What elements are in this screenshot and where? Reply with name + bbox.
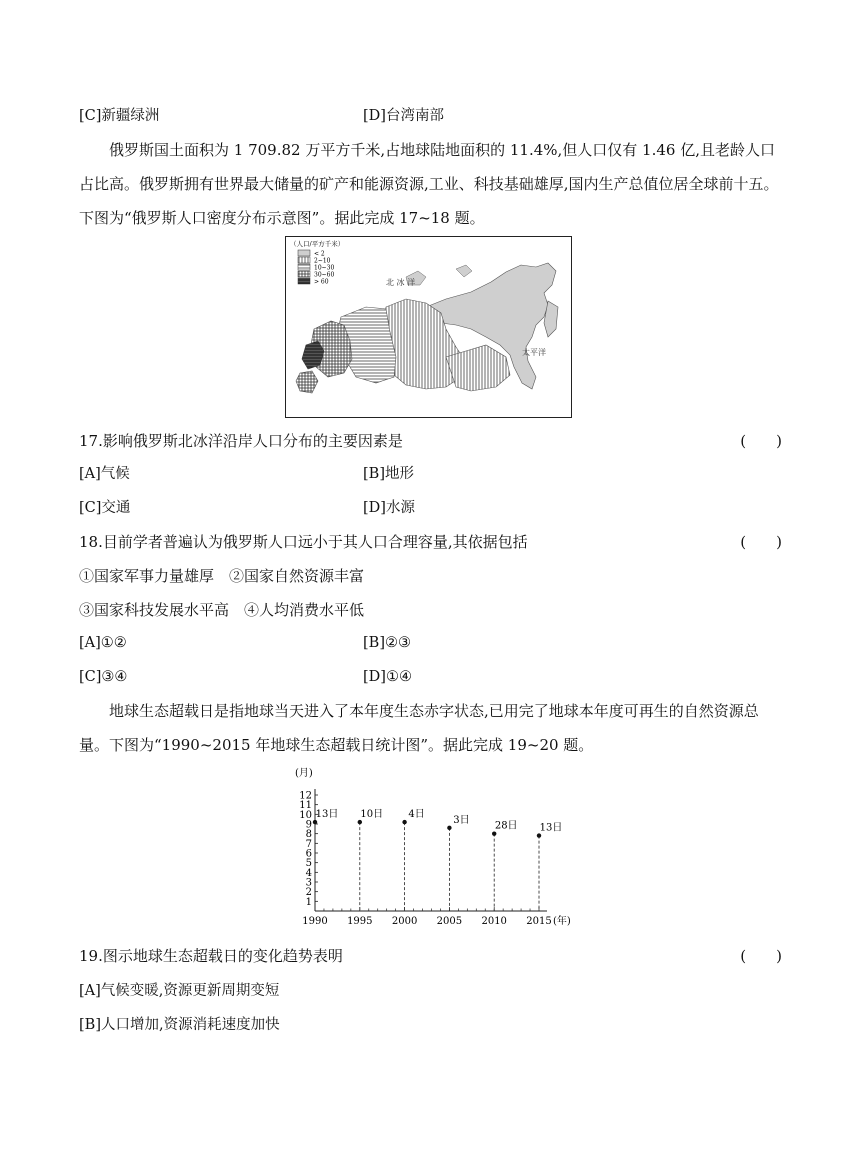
region-caucasus	[296, 371, 318, 393]
x-tick-label: 2000	[391, 916, 418, 927]
chart-svg	[283, 763, 583, 933]
data-point	[402, 820, 406, 824]
y-tick-label: 12	[299, 790, 312, 802]
q17-answer-paren: ( )	[740, 432, 782, 450]
q18-stem: 18.目前学者普遍认为俄罗斯人口远小于其人口合理容量,其依据包括	[79, 533, 528, 551]
y-tick-label: 11	[299, 800, 312, 812]
y-tick-label: 3	[305, 877, 312, 889]
data-label: 10日	[360, 809, 384, 821]
y-tick-label: 4	[305, 867, 312, 879]
y-axis-label: (月)	[295, 768, 313, 779]
data-label: 3日	[453, 814, 470, 826]
data-point	[313, 820, 317, 824]
arctic-ocean-label: 北 冰 洋	[386, 278, 416, 287]
passage-russia: 俄罗斯国土面积为 1 709.82 万平方千米,占地球陆地面积的 11.4%,但人口仅有 1.46 亿,且老龄人口占比高。俄罗斯拥有世界最大储量的矿产和能源资源,工业、科技基础雄厚,国内生产总值位居全球前十五。下图为“俄罗斯人口密度分布示意图”。据此完成 17~18 题。	[79, 141, 779, 227]
pacific-ocean-label: 太平洋	[522, 348, 546, 357]
data-point	[358, 820, 362, 824]
q17-option-b: [B]地形	[363, 466, 414, 482]
y-tick-label: 5	[305, 858, 312, 870]
legend-swatch	[298, 250, 310, 256]
q17-option-d: [D]水源	[363, 500, 415, 516]
q17-stem: 17.影响俄罗斯北冰洋沿岸人口分布的主要因素是	[79, 432, 403, 450]
data-label: 13日	[315, 809, 339, 821]
q19-answer-paren: ( )	[740, 947, 782, 965]
y-tick-label: 10	[299, 809, 312, 821]
y-tick-label: 8	[305, 829, 312, 841]
q18-option-b: [B]②③	[363, 635, 411, 651]
data-label: 28日	[494, 820, 518, 832]
q18-option-c: [C]③④	[79, 669, 128, 685]
q18-option-d: [D]①④	[363, 669, 412, 685]
q18-answer-paren: ( )	[740, 533, 782, 551]
legend-item: > 60	[314, 278, 329, 286]
x-tick-label: 1990	[302, 916, 328, 927]
legend-title: （人口/平方千米）	[290, 240, 345, 248]
y-tick-label: 6	[305, 848, 312, 860]
legend-item: 10~30	[314, 264, 335, 272]
data-label: 4日	[408, 809, 425, 821]
y-tick-label: 9	[305, 819, 312, 831]
q19-stem: 19.图示地球生态超载日的变化趋势表明	[79, 947, 343, 965]
q17-option-a: [A]气候	[79, 466, 130, 482]
y-tick-label: 1	[305, 896, 312, 908]
data-label: 13日	[539, 822, 563, 834]
legend-swatch	[298, 271, 310, 277]
q18-option-a: [A]①②	[79, 635, 127, 651]
legend-swatch	[298, 264, 310, 270]
russia-population-density-map	[285, 236, 572, 418]
q18-statements-2: ③国家科技发展水平高 ④人均消费水平低	[79, 601, 365, 619]
legend-swatch	[298, 278, 310, 284]
x-tick-label: 1995	[347, 916, 373, 927]
option-d: [D]台湾南部	[363, 108, 444, 124]
x-axis-label: (年)	[553, 916, 571, 927]
x-tick-label: 2005	[436, 916, 463, 927]
data-point	[537, 833, 541, 837]
legend-item: 30~60	[314, 271, 335, 279]
legend-item: 2~10	[314, 257, 331, 265]
legend-item: < 2	[314, 250, 325, 258]
q17-option-c: [C]交通	[79, 500, 131, 516]
passage-overshoot-day: 地球生态超载日是指地球当天进入了本年度生态赤字状态,已用完了地球本年度可再生的自然资源总量。下图为“1990~2015 年地球生态超载日统计图”。据此完成 19~20 题。	[79, 702, 759, 754]
map-svg	[286, 237, 570, 416]
q18-statements-1: ①国家军事力量雄厚 ②国家自然资源丰富	[79, 567, 365, 585]
y-tick-label: 7	[305, 838, 312, 850]
legend-swatch	[298, 257, 310, 263]
x-tick-label: 2015	[526, 916, 552, 927]
data-point	[492, 831, 496, 835]
q19-option-b: [B]人口增加,资源消耗速度加快	[79, 1017, 280, 1033]
arctic-island	[456, 265, 472, 277]
y-tick-label: 2	[305, 887, 312, 899]
overshoot-day-chart	[283, 763, 583, 933]
x-tick-label: 2010	[481, 916, 507, 927]
data-point	[447, 826, 451, 830]
q19-option-a: [A]气候变暖,资源更新周期变短	[79, 983, 280, 999]
option-c: [C]新疆绿洲	[79, 108, 160, 124]
